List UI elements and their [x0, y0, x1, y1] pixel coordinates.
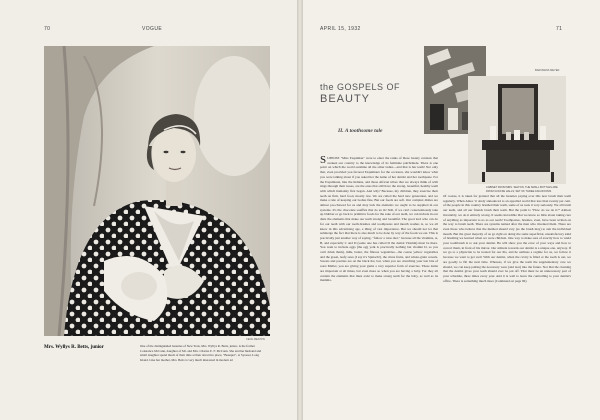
left-folio-number: 70 — [44, 26, 51, 32]
article-column-1 — [320, 156, 438, 283]
drop-cap: S — [320, 154, 327, 166]
cabinet-photo-credit: BARONESS MEYER — [535, 69, 560, 72]
portrait-photo-drawing — [44, 46, 270, 336]
portrait-photo — [44, 46, 270, 336]
article-title-line1: the GOSPELS OF — [320, 82, 401, 92]
left-page — [0, 0, 297, 420]
left-folio-title: VOGUE — [142, 26, 163, 32]
article-title-line2: BEAUTY — [320, 93, 371, 105]
cabinet-photo-caption: CABINET FROM MRS. SELTON, THE SMALL BOTTLES ARE FROM GOUFFE HALLS; SET OF THREE ASIA ROOMS — [486, 186, 558, 193]
cabinet-photo — [468, 76, 566, 184]
article-column-2: Of course, it is taken for granted that all the beauties paying over this new brush their teeth regularly. When Amos 'n' Andy announced to an appalled world that less than twenty per cent. of the people in this country brushed their teeth, some of us took it very seriously. We all brush our teeth, and all our friends brush their teeth. But the point is "How do we do it?" Almost invariably, we do it entirely wrong. It seems incredible that we know so little about taking care of anything as important to us as our teeth! Toothpastes, brushes, even, have been written on the way to brush teeth. There are systems named after the men who invented them. There are even those who believe that the method should vary (as the brush may) to suit the individual mouth. But the great majority of us go right on doing the same superficial, unsatisfactory kind of brushing we learned when we were children. One way to make sure of exactly how to wield your toothbrush is to ask your dentist. He will show you the error of your ways and how to correct them, in front of his mirror. Our attitude towards our dentist is a unique one, anyway. If we go to a physician to be treated for our ills, and he outlines a regime for us, we follow it because we want to get well. With our dentist, when the cavity is filled or the tooth is out, we are goodly to fill the next time. Whereas, if we give the teeth the supplementary care we should, we can keep putting the necessary wear (and tear) into the future. Not that the cleaning that the dentist gives your teeth should ever be put off. That must be an unnecessary part of your schedule, three times every year. And it is well to leave the controlling to your dentist's office. There is something much more (Continued on page 96) — [443, 194, 571, 283]
cabinet-photo-drawing — [468, 76, 566, 184]
portrait-caption-name: Mrs. Wyllys R. Betts, junior — [44, 345, 104, 350]
article-column-1-text: UPPOSE "Miss Eaquimau" were to enter the ranks of those beauty contests that awaken our country to the knowledge of its feminine pulchritude. There is one point on which the world outshine all the other ladies—and that is her teeth! Not only that, even provided you favored Esquimaux for the occasion, she wouldn't know what you were talking about if you asked her the name of her dentist and her toothpaste. For the Esquimaux, like the Indians, and those African tribes that we always think of with rings through their noses, are the ones that still have the strong, beautiful, healthy teeth with which humanity first began. And why? Because, my children, they exercise their teeth on firm, hard food, mostly raw. We are called the hard new generation, and we make a rule of keeping our bodies fine. But our foods are soft. Our complex dishes are almost pre-chewed for us and may lack the elements we ought to be supplied in our systems. It's the chocolate soufflés that do us in! Still, if we can't conscientiously take up blubber or go back to primitive foods for the sake of our teeth, we can include in our diets the elements that make our teeth strong and beautiful. The good lord who can do for our teeth with our tooth-brushes and toothpastes and mouth washes is, so we all know in this advertising age, a thing of vast importance. But we should not let that submerge the fact that there is also much to be done by way of the foods we eat. This is practically just another way of saying, "follow a wise diet," because all the vitamins, A, B, and especially C and D (some one has called D the dental Vitamin) must be there. You want to include eggs (the egg yolk is practically nothing but vitamin D, so you can't drink them), milk, butter, the fibrous vegetables—the coarse yellow vegetables and the green, leafy ones (I say it's Spinach!), the citrus fruits, and whole-grain cereals. Sweets and pastries are on the black list, but, when you are crunching your last bite of roast Mullet, you are giving your gums a very superior form of exercise. These items are important at all times, but even more so when you are having a baby. For they all contain the elements that must exist to make strong teeth for the baby, as well as its mamma. — [320, 156, 438, 283]
portrait-photo-credit: CECIL BEATON — [246, 338, 265, 341]
article-title — [320, 82, 430, 105]
right-folio-number: 71 — [556, 26, 563, 32]
article-subtitle: II. A toothsome tale — [338, 128, 383, 134]
portrait-caption-text: One of the distinguished beauties of New York, Mrs. Wyllys R. Betts, junior, is the former Constance McCann, daughter of Mr. and Mrs. Charles E. F. McCann. She and her husband and small daughter spend much of their time at their attractive place, "Beaupré", at Syosset, Long Island. Like her mother, Mrs. Betts is very much interested in modern art — [140, 344, 262, 362]
right-folio-date: APRIL 15, 1932 — [320, 26, 361, 32]
